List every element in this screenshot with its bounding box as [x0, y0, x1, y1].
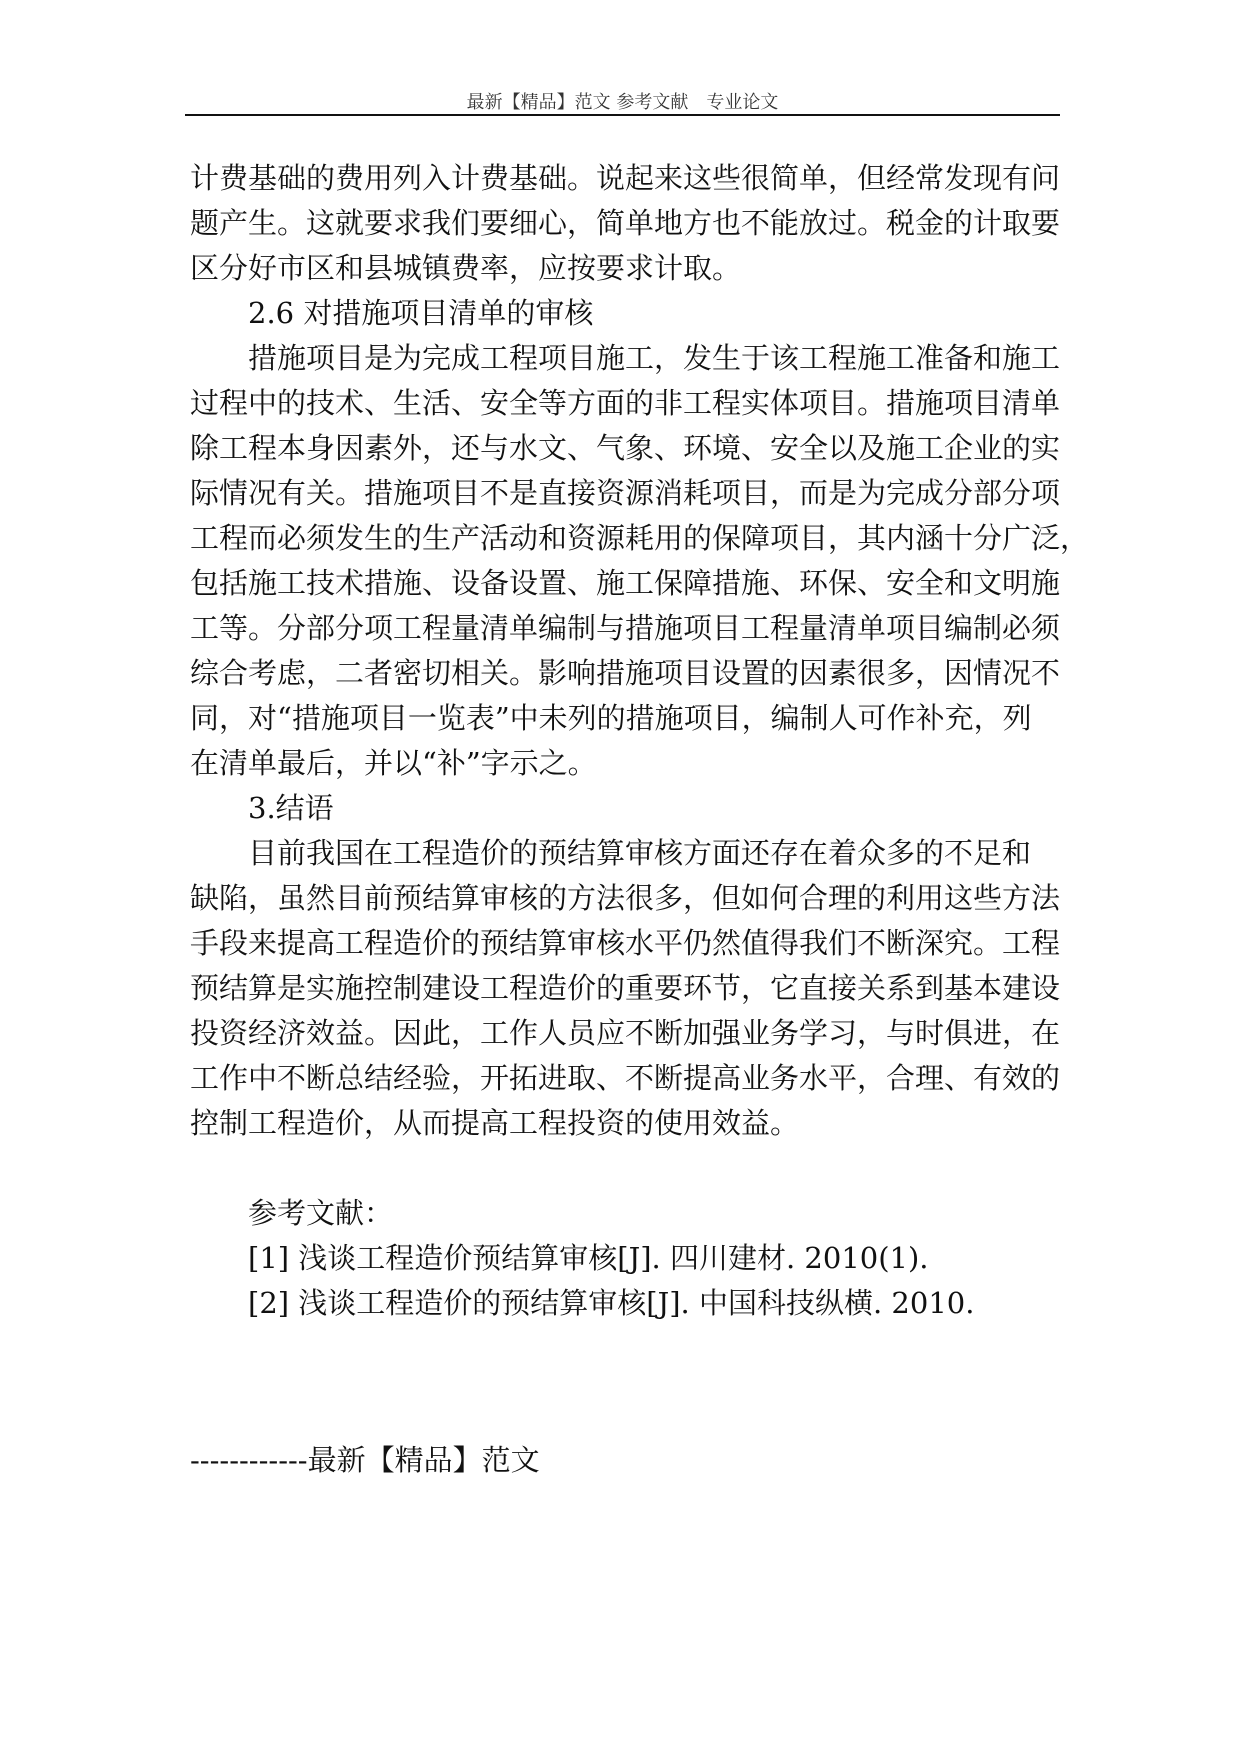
- body-line: 除工程本身因素外，还与水文、气象、环境、安全以及施工企业的实: [190, 431, 1061, 465]
- document-body: [190, 156, 1090, 1326]
- reference-item: [1] 浅谈工程造价预结算审核[J]. 四川建材. 2010(1).: [248, 1241, 929, 1275]
- page-footer: ------------最新【精品】范文: [190, 1443, 540, 1477]
- body-line: 预结算是实施控制建设工程造价的重要环节，它直接关系到基本建设: [190, 971, 1061, 1005]
- body-line: 区分好市区和县城镇费率，应按要求计取。: [190, 251, 742, 285]
- body-line: 综合考虑，二者密切相关。影响措施项目设置的因素很多，因情况不: [190, 656, 1061, 690]
- body-line: 包括施工技术措施、设备设置、施工保障措施、环保、安全和文明施: [190, 566, 1061, 600]
- body-line: 手段来提高工程造价的预结算审核水平仍然值得我们不断深究。工程: [190, 926, 1061, 960]
- header-divider: [185, 114, 1060, 116]
- body-line: 际情况有关。措施项目不是直接资源消耗项目，而是为完成分部分项: [190, 476, 1061, 510]
- body-line: 题产生。这就要求我们要细心，简单地方也不能放过。税金的计取要: [190, 206, 1061, 240]
- body-line: 计费基础的费用列入计费基础。说起来这些很简单，但经常发现有问: [190, 161, 1061, 195]
- body-line: 缺陷，虽然目前预结算审核的方法很多，但如何合理的利用这些方法: [190, 881, 1061, 915]
- body-line: 工程而必须发生的生产活动和资源耗用的保障项目，其内涵十分广泛，: [190, 521, 1090, 555]
- body-line: 目前我国在工程造价的预结算审核方面还存在着众多的不足和: [248, 836, 1032, 870]
- references-heading: 参考文献：: [248, 1196, 394, 1230]
- body-line: 在清单最后，并以“补”字示之。: [190, 746, 597, 780]
- section-heading-3: 3.结语: [248, 791, 334, 825]
- page-header: 最新【精品】范文 参考文献 专业论文: [466, 92, 779, 113]
- body-line: 过程中的技术、生活、安全等方面的非工程实体项目。措施项目清单: [190, 386, 1061, 420]
- body-line: 同，对“措施项目一览表”中未列的措施项目，编制人可作补充，列: [190, 701, 1032, 735]
- spacer: [190, 1146, 1070, 1191]
- body-line: 工作中不断总结经验，开拓进取、不断提高业务水平，合理、有效的: [190, 1061, 1061, 1095]
- section-heading-2-6: 2.6 对措施项目清单的审核: [248, 296, 594, 330]
- body-line: 控制工程造价，从而提高工程投资的使用效益。: [190, 1106, 800, 1140]
- reference-item: [2] 浅谈工程造价的预结算审核[J]. 中国科技纵横. 2010.: [248, 1286, 975, 1320]
- body-line: 工等。分部分项工程量清单编制与措施项目工程量清单项目编制必须: [190, 611, 1061, 645]
- body-line: 投资经济效益。因此，工作人员应不断加强业务学习，与时俱进，在: [190, 1016, 1061, 1050]
- body-line: 措施项目是为完成工程项目施工，发生于该工程施工准备和施工: [248, 341, 1061, 375]
